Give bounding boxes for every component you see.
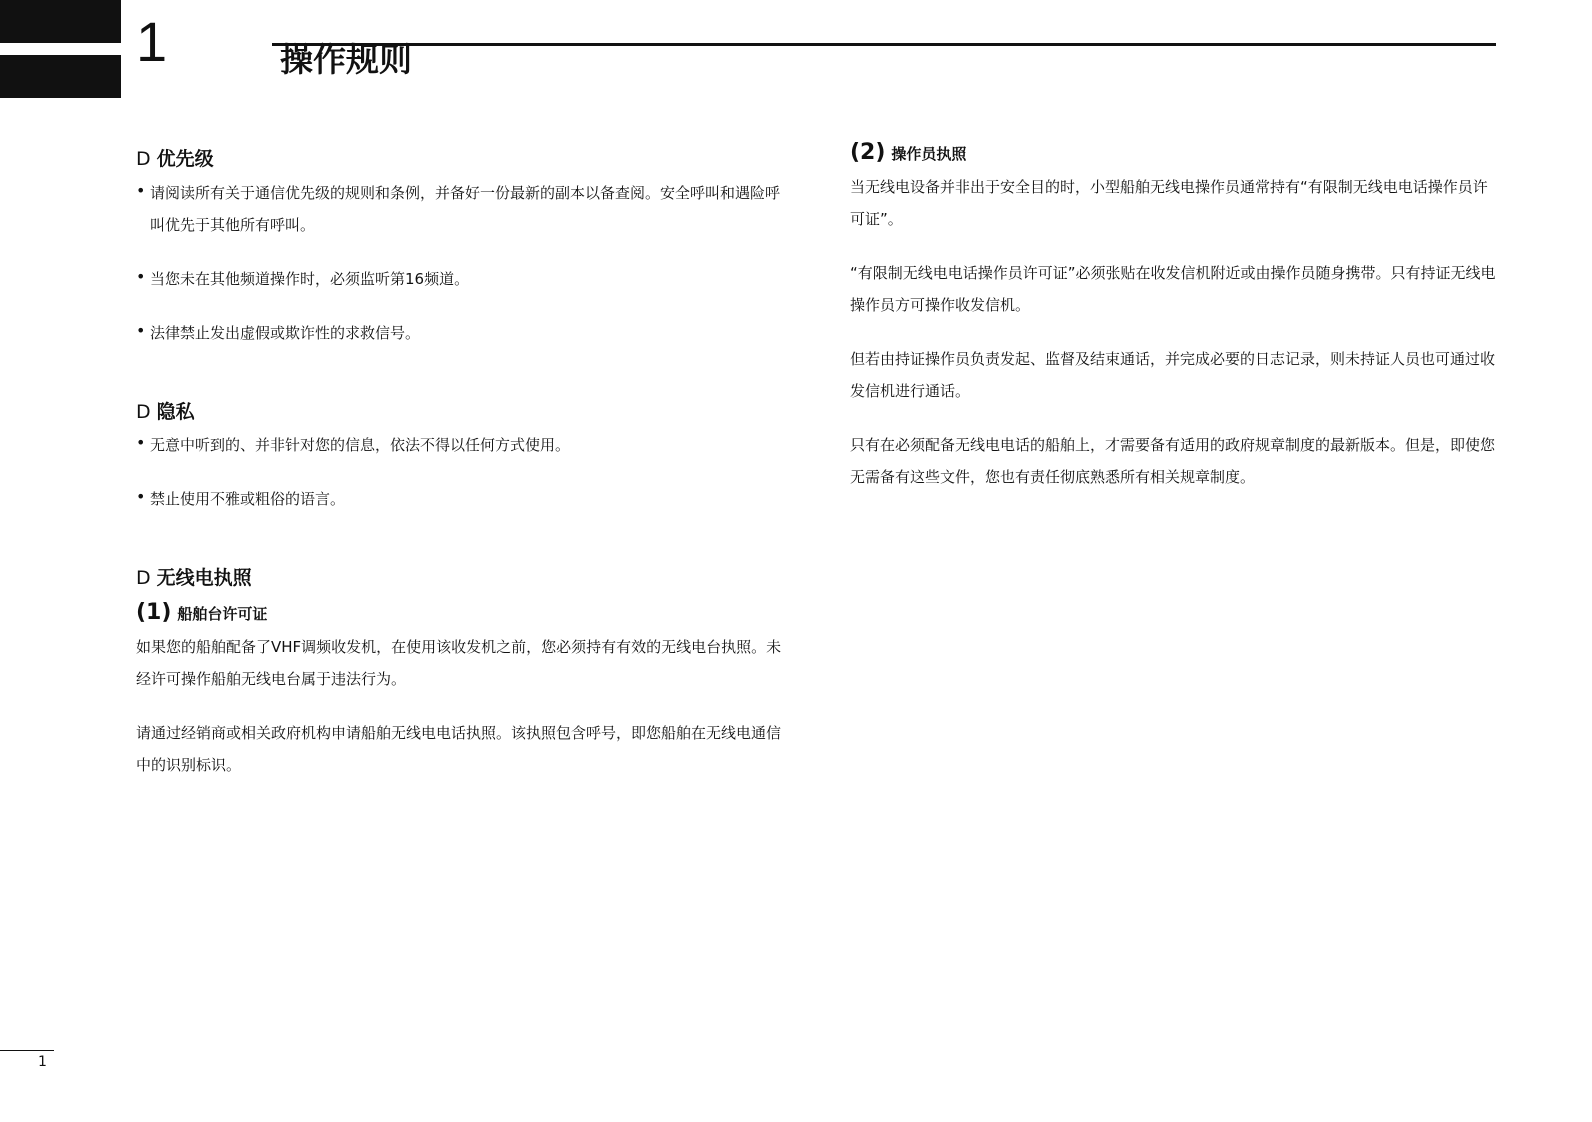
section-marker: D bbox=[136, 400, 151, 423]
footer-rule bbox=[0, 1050, 54, 1051]
subsection-heading-text: 操作员执照 bbox=[891, 145, 967, 163]
paragraph: 如果您的船舶配备了VHF调频收发机，在使用该收发机之前，您必须持有有效的无线电台执照。未经许可操作船舶无线电台属于违法行为。 bbox=[136, 637, 782, 688]
bullet-item: • 当您未在其他频道操作时，必须监听第16频道。 bbox=[136, 263, 788, 295]
paragraph: 但若由持证操作员负责发起、监督及结束通话，并完成必要的日志记录，则未持证人员也可通过收发信机进行通话。 bbox=[850, 349, 1496, 400]
subsection-number: (1) bbox=[136, 599, 172, 625]
paragraph: “有限制无线电电话操作员许可证”必须张贴在收发信机附近或由操作员随身携带。只有持证无线电操作员方可操作收发信机。 bbox=[850, 263, 1496, 314]
chapter-tab-bottom bbox=[0, 55, 121, 98]
subsection-heading bbox=[850, 138, 1500, 169]
chapter-number: 1 bbox=[136, 10, 168, 73]
section-heading bbox=[136, 565, 788, 592]
page-number: 1 bbox=[38, 1054, 47, 1070]
chapter-title: 操作规则 bbox=[280, 40, 412, 79]
paragraph: 只有在必须配备无线电电话的船舶上，才需要备有适用的政府规章制度的最新版本。但是，即使您无需备有这些文件，您也有责任彻底熟悉所有相关规章制度。 bbox=[850, 435, 1496, 486]
section-marker: D bbox=[136, 148, 151, 170]
bullet-item: • 无意中听到的、并非针对您的信息，依法不得以任何方式使用。 bbox=[136, 429, 788, 461]
subsection-number: (2) bbox=[850, 140, 886, 165]
section-marker: D bbox=[136, 567, 151, 590]
section-priority bbox=[136, 146, 788, 349]
title-rule bbox=[272, 43, 1496, 46]
right-column bbox=[850, 138, 1500, 493]
section-heading bbox=[136, 146, 788, 173]
section-heading bbox=[136, 399, 788, 426]
bullet-item: • 请阅读所有关于通信优先级的规则和条例，并备好一份最新的副本以备查阅。安全呼叫和遇险呼叫优先于其他所有呼叫。 bbox=[136, 177, 788, 241]
subsection-heading bbox=[136, 598, 788, 629]
subsection-heading-text: 船舶台许可证 bbox=[177, 604, 268, 623]
bullet-item: • 法律禁止发出虚假或欺诈性的求救信号。 bbox=[136, 317, 788, 349]
section-heading-text: 优先级 bbox=[156, 148, 214, 170]
paragraph: 当无线电设备并非出于安全目的时，小型船舶无线电操作员通常持有“有限制无线电电话操作员许可证”。 bbox=[850, 177, 1488, 228]
paragraph: 请通过经销商或相关政府机构申请船舶无线电电话执照。该执照包含呼号，即您船舶在无线电通信中的识别标识。 bbox=[136, 723, 782, 774]
section-heading-text: 无线电执照 bbox=[156, 567, 252, 590]
bullet-item: • 禁止使用不雅或粗俗的语言。 bbox=[136, 483, 788, 515]
section-heading-text: 隐私 bbox=[156, 400, 195, 423]
chapter-tab-top bbox=[0, 0, 121, 43]
section-radio-license bbox=[136, 565, 788, 780]
section-privacy bbox=[136, 399, 788, 516]
left-column bbox=[136, 146, 788, 781]
